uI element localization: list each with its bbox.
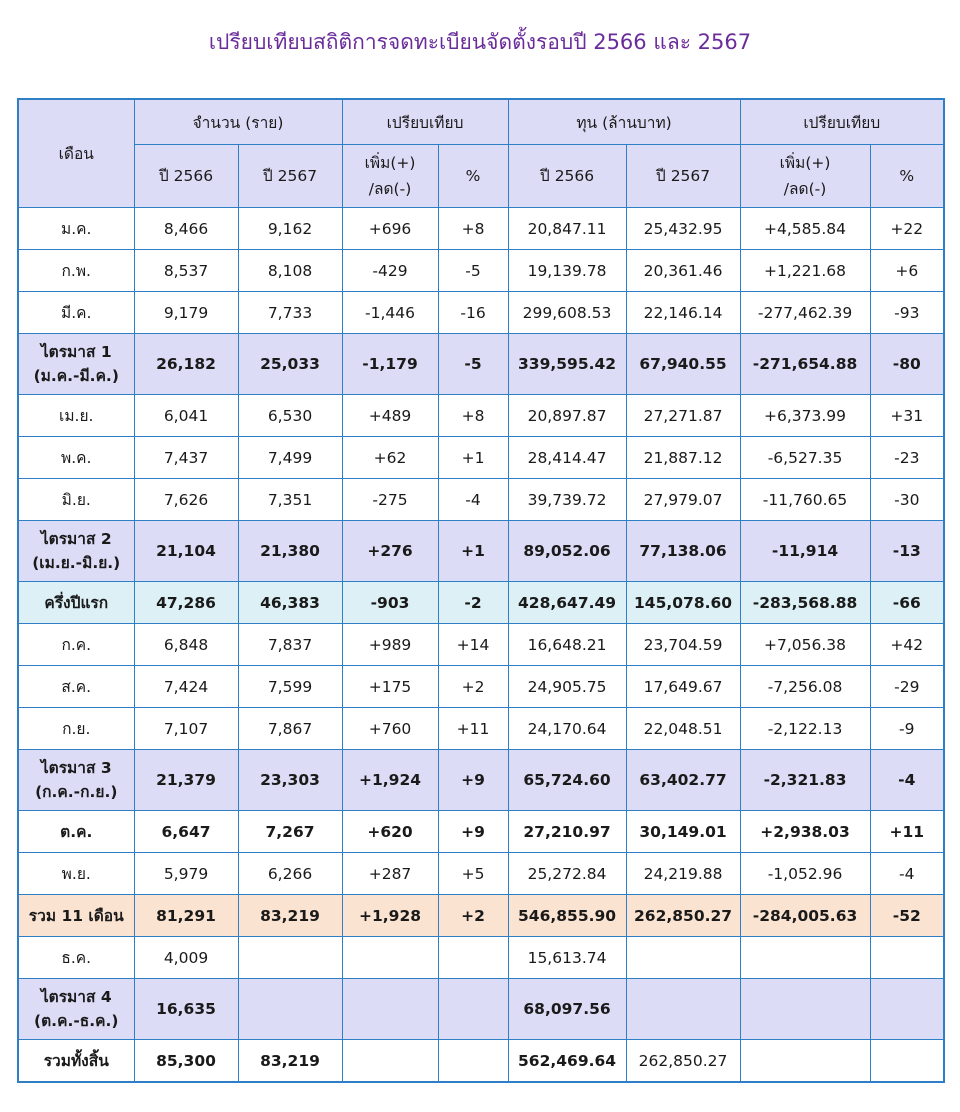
capital-2566: 39,739.72 xyxy=(508,479,626,521)
capital-2567: 27,271.87 xyxy=(626,395,740,437)
capital-pct: -4 xyxy=(870,750,944,811)
capital-pct: -9 xyxy=(870,708,944,750)
header-count-pct: % xyxy=(438,145,508,208)
row-label: มี.ค. xyxy=(18,292,134,334)
capital-2567: 262,850.27 xyxy=(626,1040,740,1083)
capital-2567: 27,979.07 xyxy=(626,479,740,521)
quarter-row xyxy=(18,521,944,582)
count-2567: 46,383 xyxy=(238,582,342,624)
table-row xyxy=(18,437,944,479)
capital-pct: +22 xyxy=(870,208,944,250)
count-pct: +14 xyxy=(438,624,508,666)
header-change-line2: /ลด(-) xyxy=(368,180,412,198)
capital-2567: 77,138.06 xyxy=(626,521,740,582)
header-capital-group: ทุน (ล้านบาท) xyxy=(508,99,740,145)
count-change: -275 xyxy=(342,479,438,521)
header-month: เดือน xyxy=(18,99,134,208)
row-label xyxy=(18,521,134,582)
capital-pct: +6 xyxy=(870,250,944,292)
capital-change: +6,373.99 xyxy=(740,395,870,437)
table-row xyxy=(18,395,944,437)
count-2566: 9,179 xyxy=(134,292,238,334)
capital-pct: -4 xyxy=(870,853,944,895)
count-pct xyxy=(438,937,508,979)
capital-2566: 562,469.64 xyxy=(508,1040,626,1083)
count-change xyxy=(342,1040,438,1083)
count-2567: 7,599 xyxy=(238,666,342,708)
capital-pct: -66 xyxy=(870,582,944,624)
row-label: ก.พ. xyxy=(18,250,134,292)
count-pct: +1 xyxy=(438,521,508,582)
capital-change: -7,256.08 xyxy=(740,666,870,708)
count-pct: +5 xyxy=(438,853,508,895)
header-count-2566: ปี 2566 xyxy=(134,145,238,208)
table-row xyxy=(18,624,944,666)
count-2566: 8,537 xyxy=(134,250,238,292)
capital-pct: -93 xyxy=(870,292,944,334)
capital-2566: 428,647.49 xyxy=(508,582,626,624)
row-label xyxy=(18,979,134,1040)
quarter-row xyxy=(18,979,944,1040)
count-2566: 8,466 xyxy=(134,208,238,250)
count-2567: 6,266 xyxy=(238,853,342,895)
header-change-line1: เพิ่ม(+) xyxy=(364,153,416,172)
count-pct: +8 xyxy=(438,208,508,250)
capital-2566: 20,897.87 xyxy=(508,395,626,437)
capital-change: +2,938.03 xyxy=(740,811,870,853)
count-change: -1,179 xyxy=(342,334,438,395)
row-label: พ.ย. xyxy=(18,853,134,895)
capital-pct: -30 xyxy=(870,479,944,521)
capital-2567: 21,887.12 xyxy=(626,437,740,479)
capital-2566: 24,905.75 xyxy=(508,666,626,708)
quarter-range: (เม.ย.-มิ.ย.) xyxy=(32,554,121,572)
capital-2566: 15,613.74 xyxy=(508,937,626,979)
table-row xyxy=(18,708,944,750)
capital-2567: 22,146.14 xyxy=(626,292,740,334)
capital-pct xyxy=(870,1040,944,1083)
capital-2566: 65,724.60 xyxy=(508,750,626,811)
count-pct: +11 xyxy=(438,708,508,750)
capital-change: +7,056.38 xyxy=(740,624,870,666)
capital-pct: -80 xyxy=(870,334,944,395)
header-capital-2567: ปี 2567 xyxy=(626,145,740,208)
header-capital-2566: ปี 2566 xyxy=(508,145,626,208)
capital-2567: 67,940.55 xyxy=(626,334,740,395)
count-2566: 5,979 xyxy=(134,853,238,895)
capital-2567: 17,649.67 xyxy=(626,666,740,708)
header-compare-count: เปรียบเทียบ xyxy=(342,99,508,145)
quarter-range: (ก.ค.-ก.ย.) xyxy=(35,783,118,801)
count-pct: +9 xyxy=(438,750,508,811)
count-2567: 7,351 xyxy=(238,479,342,521)
count-2567 xyxy=(238,937,342,979)
count-pct xyxy=(438,1040,508,1083)
capital-change: -1,052.96 xyxy=(740,853,870,895)
capital-pct: -29 xyxy=(870,666,944,708)
capital-pct xyxy=(870,979,944,1040)
count-2566: 4,009 xyxy=(134,937,238,979)
quarter-range: (ม.ค.-มี.ค.) xyxy=(33,367,119,385)
capital-pct: +11 xyxy=(870,811,944,853)
count-change: -429 xyxy=(342,250,438,292)
capital-2566: 339,595.42 xyxy=(508,334,626,395)
capital-pct: +42 xyxy=(870,624,944,666)
count-pct: -5 xyxy=(438,334,508,395)
count-pct xyxy=(438,979,508,1040)
count-change: +1,924 xyxy=(342,750,438,811)
count-2567 xyxy=(238,979,342,1040)
capital-2566: 24,170.64 xyxy=(508,708,626,750)
count-2567: 7,733 xyxy=(238,292,342,334)
count-change: +989 xyxy=(342,624,438,666)
statistics-table xyxy=(17,98,945,1083)
capital-change: +1,221.68 xyxy=(740,250,870,292)
capital-2567 xyxy=(626,979,740,1040)
count-2567: 21,380 xyxy=(238,521,342,582)
count-2567: 7,837 xyxy=(238,624,342,666)
capital-2567 xyxy=(626,937,740,979)
count-2566: 7,424 xyxy=(134,666,238,708)
count-2566: 21,104 xyxy=(134,521,238,582)
table-row xyxy=(18,479,944,521)
count-change: +696 xyxy=(342,208,438,250)
half-year-row xyxy=(18,582,944,624)
count-change xyxy=(342,979,438,1040)
header-capital-pct: % xyxy=(870,145,944,208)
capital-2566: 25,272.84 xyxy=(508,853,626,895)
count-2566: 7,437 xyxy=(134,437,238,479)
capital-change: -11,914 xyxy=(740,521,870,582)
count-pct: +1 xyxy=(438,437,508,479)
header-change-line1: เพิ่ม(+) xyxy=(779,153,831,172)
header-count-change xyxy=(342,145,438,208)
table-row xyxy=(18,853,944,895)
count-pct: +2 xyxy=(438,666,508,708)
count-2567: 25,033 xyxy=(238,334,342,395)
count-2567: 7,499 xyxy=(238,437,342,479)
row-label: ต.ค. xyxy=(18,811,134,853)
count-2566: 6,041 xyxy=(134,395,238,437)
count-2566: 6,848 xyxy=(134,624,238,666)
capital-pct: +31 xyxy=(870,395,944,437)
row-label xyxy=(18,750,134,811)
capital-2567: 24,219.88 xyxy=(626,853,740,895)
capital-2567: 262,850.27 xyxy=(626,895,740,937)
count-2566: 85,300 xyxy=(134,1040,238,1083)
row-label: ก.ย. xyxy=(18,708,134,750)
table-row xyxy=(18,811,944,853)
count-2567: 6,530 xyxy=(238,395,342,437)
quarter-name: ไตรมาส 2 xyxy=(40,529,112,548)
row-label: รวมทั้งสิ้น xyxy=(18,1040,134,1083)
page-title: เปรียบเทียบสถิติการจดทะเบียนจัดตั้งรอบปี 2566 และ 2567 xyxy=(208,30,752,54)
row-label: พ.ค. xyxy=(18,437,134,479)
capital-2567: 22,048.51 xyxy=(626,708,740,750)
count-2566: 47,286 xyxy=(134,582,238,624)
count-change: -903 xyxy=(342,582,438,624)
row-label xyxy=(18,334,134,395)
count-change: +62 xyxy=(342,437,438,479)
count-pct: +9 xyxy=(438,811,508,853)
count-pct: -4 xyxy=(438,479,508,521)
capital-change: -2,321.83 xyxy=(740,750,870,811)
count-change: +175 xyxy=(342,666,438,708)
count-change: +620 xyxy=(342,811,438,853)
capital-change xyxy=(740,1040,870,1083)
count-2566: 16,635 xyxy=(134,979,238,1040)
count-2567: 9,162 xyxy=(238,208,342,250)
table-row xyxy=(18,292,944,334)
count-2567: 83,219 xyxy=(238,895,342,937)
capital-2567: 23,704.59 xyxy=(626,624,740,666)
count-change: +489 xyxy=(342,395,438,437)
capital-2566: 27,210.97 xyxy=(508,811,626,853)
header-compare-capital: เปรียบเทียบ xyxy=(740,99,944,145)
count-2566: 26,182 xyxy=(134,334,238,395)
quarter-name: ไตรมาส 4 xyxy=(40,987,112,1006)
count-change: +276 xyxy=(342,521,438,582)
capital-2566: 546,855.90 xyxy=(508,895,626,937)
header-change-line2: /ลด(-) xyxy=(783,180,827,198)
capital-2566: 19,139.78 xyxy=(508,250,626,292)
capital-change xyxy=(740,937,870,979)
table-row xyxy=(18,937,944,979)
count-change: -1,446 xyxy=(342,292,438,334)
count-change: +1,928 xyxy=(342,895,438,937)
row-label: ส.ค. xyxy=(18,666,134,708)
count-2567: 7,867 xyxy=(238,708,342,750)
header-count-group: จำนวน (ราย) xyxy=(134,99,342,145)
capital-pct: -23 xyxy=(870,437,944,479)
quarter-range: (ต.ค.-ธ.ค.) xyxy=(34,1012,119,1030)
capital-pct xyxy=(870,937,944,979)
count-change: +760 xyxy=(342,708,438,750)
capital-change: -6,527.35 xyxy=(740,437,870,479)
table-row xyxy=(18,250,944,292)
capital-2566: 299,608.53 xyxy=(508,292,626,334)
capital-2567: 20,361.46 xyxy=(626,250,740,292)
header-capital-change xyxy=(740,145,870,208)
count-2566: 6,647 xyxy=(134,811,238,853)
quarter-name: ไตรมาส 1 xyxy=(40,342,112,361)
row-label: มิ.ย. xyxy=(18,479,134,521)
count-pct: +2 xyxy=(438,895,508,937)
capital-2566: 68,097.56 xyxy=(508,979,626,1040)
total-11-months-row xyxy=(18,895,944,937)
capital-2566: 28,414.47 xyxy=(508,437,626,479)
capital-2566: 16,648.21 xyxy=(508,624,626,666)
row-label: ก.ค. xyxy=(18,624,134,666)
capital-2567: 25,432.95 xyxy=(626,208,740,250)
count-pct: -16 xyxy=(438,292,508,334)
capital-2567: 145,078.60 xyxy=(626,582,740,624)
count-change: +287 xyxy=(342,853,438,895)
table-row xyxy=(18,208,944,250)
capital-change: -284,005.63 xyxy=(740,895,870,937)
count-change xyxy=(342,937,438,979)
table-row xyxy=(18,666,944,708)
count-pct: +8 xyxy=(438,395,508,437)
capital-change: -277,462.39 xyxy=(740,292,870,334)
row-label: ม.ค. xyxy=(18,208,134,250)
capital-change: -271,654.88 xyxy=(740,334,870,395)
capital-2566: 89,052.06 xyxy=(508,521,626,582)
count-2566: 81,291 xyxy=(134,895,238,937)
count-2567: 23,303 xyxy=(238,750,342,811)
grand-total-row xyxy=(18,1040,944,1083)
count-2566: 7,626 xyxy=(134,479,238,521)
capital-change: -11,760.65 xyxy=(740,479,870,521)
capital-change: -283,568.88 xyxy=(740,582,870,624)
count-2566: 21,379 xyxy=(134,750,238,811)
count-pct: -2 xyxy=(438,582,508,624)
count-2567: 8,108 xyxy=(238,250,342,292)
capital-2567: 63,402.77 xyxy=(626,750,740,811)
capital-change xyxy=(740,979,870,1040)
capital-2566: 20,847.11 xyxy=(508,208,626,250)
capital-pct: -52 xyxy=(870,895,944,937)
header-count-2567: ปี 2567 xyxy=(238,145,342,208)
row-label: รวม 11 เดือน xyxy=(18,895,134,937)
capital-2567: 30,149.01 xyxy=(626,811,740,853)
row-label: ครึ่งปีแรก xyxy=(18,582,134,624)
count-pct: -5 xyxy=(438,250,508,292)
count-2567: 7,267 xyxy=(238,811,342,853)
quarter-name: ไตรมาส 3 xyxy=(40,758,112,777)
capital-change: -2,122.13 xyxy=(740,708,870,750)
quarter-row xyxy=(18,334,944,395)
count-2567: 83,219 xyxy=(238,1040,342,1083)
row-label: ธ.ค. xyxy=(18,937,134,979)
capital-pct: -13 xyxy=(870,521,944,582)
capital-change: +4,585.84 xyxy=(740,208,870,250)
quarter-row xyxy=(18,750,944,811)
count-2566: 7,107 xyxy=(134,708,238,750)
row-label: เม.ย. xyxy=(18,395,134,437)
